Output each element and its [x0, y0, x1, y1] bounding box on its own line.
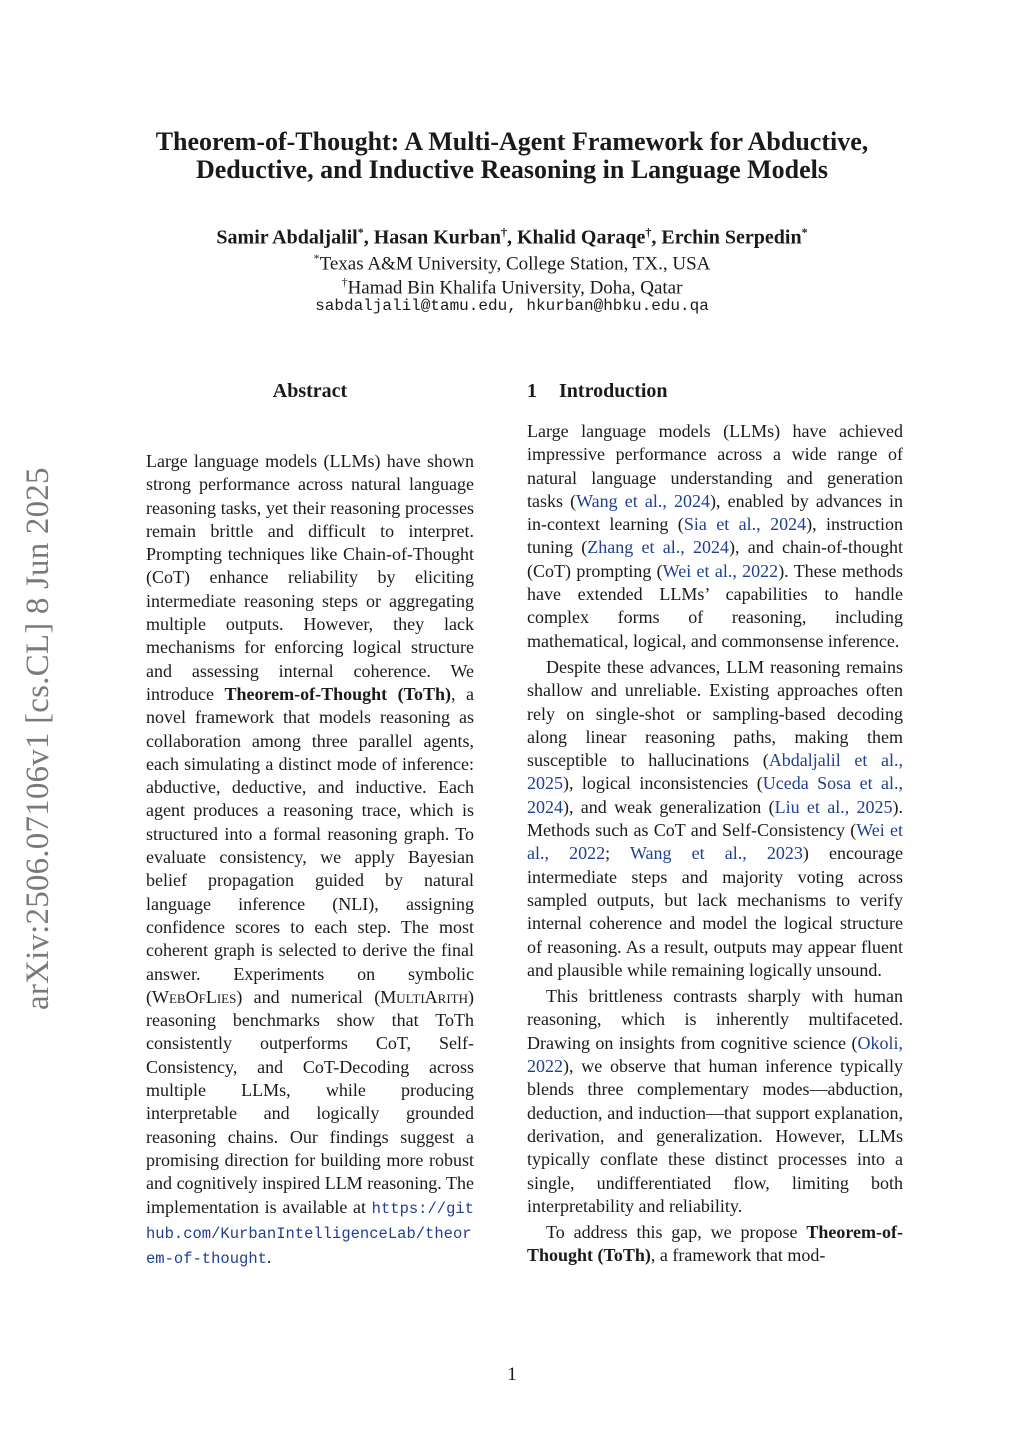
- body-text: ). Methods such as CoT and Self-Consistency (: [527, 796, 903, 841]
- author-list: Samir Abdaljalil*, Hasan Kurban†, Khalid Qaraqe†, Erchin Serpedin*: [216, 225, 808, 249]
- arxiv-side-stamp: arXiv:2506.07106v1 [cs.CL] 8 Jun 2025: [20, 467, 56, 1010]
- citation-link[interactable]: Liu et al., 2025: [774, 796, 893, 817]
- intro-heading: [527, 378, 903, 404]
- introduction-body: [527, 420, 903, 1268]
- intro-paragraph: [527, 420, 903, 653]
- author-name: Samir Abdaljalil: [216, 226, 358, 249]
- citation-link[interactable]: Abdaljalil et al., 2025: [527, 750, 904, 794]
- affiliation-text: Hamad Bin Khalifa University, Doha, Qatar: [347, 277, 683, 299]
- body-text: ), we observe that human inference typically blends three complementary modes—abduction, deduction, and induction—that support explanation, derivation, and generalization. However, LLMs typically conflate these distinct processes into a single, undifferentiated flow, limiting both interpretability and reliability.: [527, 1056, 903, 1216]
- body-text: Despite these advances, LLM reasoning remains shallow and unreliable. Existing approaches often rely on single-shot or sampling-based decoding along linear reasoning paths, making them susceptible to hallucinations (: [527, 656, 903, 771]
- affiliation-mark: †: [645, 225, 652, 239]
- citation-link[interactable]: Zhang et al., 2024: [587, 537, 730, 558]
- body-text: Large language models (LLMs) have achieved impressive performance across a wide range of natural language understanding and generation tasks (: [527, 421, 903, 511]
- body-text: This brittleness contrasts sharply with human reasoning, which is inherently multifaceted. Drawing on insights from cognitive science (: [527, 986, 903, 1053]
- intro-paragraph: [527, 1221, 903, 1268]
- abstract-text: ) and numerical (: [236, 986, 381, 1007]
- intro-paragraph: [527, 656, 903, 982]
- body-text: ), enabled by advances in in-context learning (: [527, 490, 903, 535]
- body-text: , a framework that mod-: [650, 1245, 826, 1266]
- title-line-2: Deductive, and Inductive Reasoning in Language Models: [195, 155, 829, 184]
- affiliation-mark: *: [313, 251, 320, 265]
- title-line-1: Theorem-of-Thought: A Multi-Agent Framework for Abductive,: [155, 127, 869, 156]
- citation-link[interactable]: Wei et al., 2022: [527, 820, 903, 864]
- citation-link[interactable]: Okoli, 2022: [527, 1032, 903, 1077]
- citation-link[interactable]: Uceda Sosa et al., 2024: [527, 773, 903, 817]
- affiliation-mark: *: [801, 225, 808, 239]
- method-name: Theorem-of-Thought (ToTh): [224, 683, 452, 704]
- method-name: Theorem-of-Thought (ToTh): [527, 1222, 903, 1266]
- abstract-heading: Abstract: [272, 380, 348, 402]
- body-text: ), and weak generalization (: [563, 796, 775, 817]
- section-title: Introduction: [559, 380, 668, 402]
- citation-link[interactable]: Sia et al., 2024: [683, 514, 807, 535]
- body-text: ). These methods have extended LLMs’ capabilities to handle complex forms of reasoning, including mathematical, logical, and commonsense inference.: [527, 560, 903, 651]
- abstract-text: ) reasoning benchmarks show that ToTh consistently outperforms CoT, Self-Consistency, and CoT-Decoding across multiple LLMs, while producing interpretable and logically grounded reasoning chains. Our findings suggest a promising direction for building more robust and cognitively inspired LLM reasoning. The implementation is available at: [146, 986, 474, 1217]
- abstract-text: , a novel framework that models reasoning as collaboration among three parallel agents, each simulating a distinct mode of inference: abductive, deductive, and inductive. Each agent produces a reasoning trace, which is structured into a formal reasoning graph. To evaluate consistency, we apply Bayesian belief propagation guided by natural language inference (NLI), assigning confidence scores to each step. The most coherent graph is selected to derive the final answer. Experiments on symbolic (: [146, 683, 474, 1007]
- citation-link[interactable]: Wei et al., 2022: [662, 560, 779, 581]
- page-number: 1: [507, 1364, 517, 1385]
- body-text: ), instruction tuning (: [527, 514, 903, 558]
- author-emails: sabdaljalil@tamu.edu, hkurban@hbku.edu.qa: [315, 297, 709, 315]
- affiliation-text: Texas A&M University, College Station, TX., USA: [319, 253, 711, 275]
- intro-paragraph: [527, 985, 903, 1218]
- abstract-text: .: [266, 1247, 272, 1268]
- benchmark-name: MultiArith: [380, 986, 468, 1007]
- body-text: To address this gap, we propose: [546, 1222, 807, 1243]
- affiliation-mark: †: [341, 275, 348, 289]
- code-url-link[interactable]: https://github.com/KurbanIntelligenceLab/theorem-of-thought: [146, 1199, 474, 1269]
- affiliation-mark: *: [357, 225, 364, 239]
- author-name: Erchin Serpedin: [661, 226, 802, 249]
- abstract-text: Large language models (LLMs) have shown strong performance across natural language reasoning tasks, yet their reasoning processes remain brittle and difficult to interpret. Prompting techniques like Chain-of-Thought (CoT) enhance reliability by eliciting intermediate reasoning steps or aggregating multiple outputs. However, they lack mechanisms for enforcing logical structure and assessing internal coherence. We introduce: [146, 451, 474, 704]
- paper-title: [110, 128, 914, 184]
- body-text: ), and chain-of-thought (CoT) prompting (: [527, 537, 904, 581]
- benchmark-name: WebOfLies: [152, 986, 237, 1007]
- author-name: Hasan Kurban: [373, 226, 501, 249]
- body-text: ), logical inconsistencies (: [563, 773, 763, 794]
- section-number: 1: [527, 380, 537, 402]
- citation-link[interactable]: Wang et al., 2024: [576, 490, 711, 511]
- body-text: ) encourage intermediate steps and majority voting across sampled outputs, but lack mechanisms to verify internal coherence and model the logical structure of reasoning. As a result, outputs may appear fluent and plausible while remaining logically unsound.: [527, 843, 903, 980]
- citation-link[interactable]: Wang et al., 2023: [629, 843, 803, 864]
- abstract-paragraph: [146, 450, 474, 1271]
- body-text: ;: [605, 843, 630, 864]
- abstract-body: [146, 450, 474, 1271]
- author-name: Khalid Qaraqe: [517, 226, 646, 249]
- affiliation-mark: †: [501, 225, 507, 239]
